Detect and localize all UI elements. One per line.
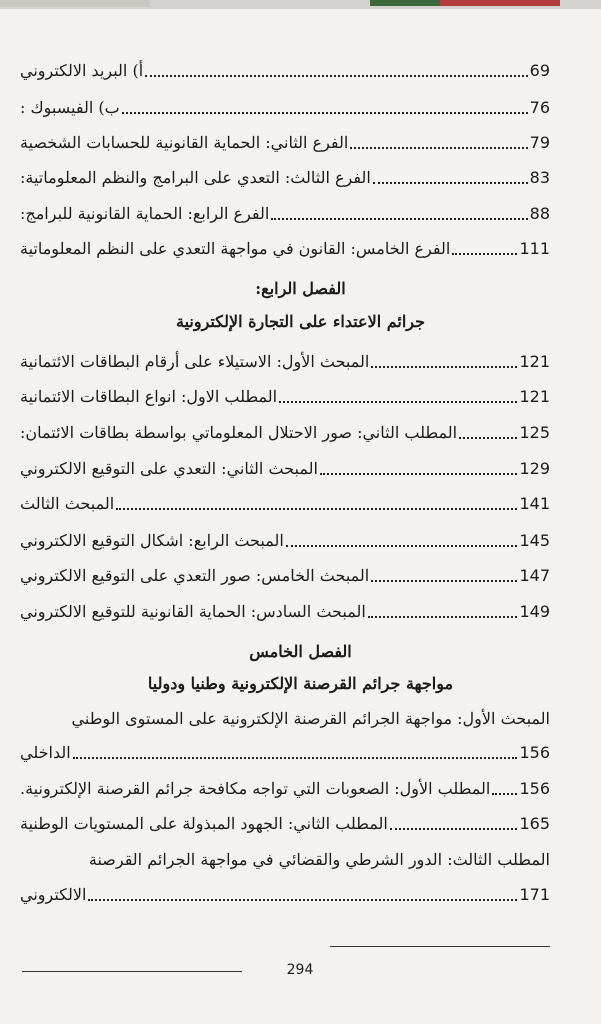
leader-dots [452, 253, 517, 255]
toc-entry-page: 141 [519, 494, 550, 513]
toc-entry [20, 493, 550, 515]
toc-entry [20, 97, 550, 119]
strip-part [370, 0, 440, 6]
toc-entry [20, 458, 550, 480]
chapter-title: الفصل الرابع: [255, 279, 346, 298]
toc-entry [20, 132, 550, 154]
toc-entry [20, 203, 550, 225]
leader-dots [368, 616, 518, 618]
leader-dots [350, 147, 527, 149]
toc-entry-label: المطلب الاول: انواع البطاقات الائتمانية [20, 387, 278, 406]
toc-entry [20, 167, 550, 189]
leader-dots [371, 580, 517, 582]
leader-dots [279, 401, 517, 403]
toc-entry-label: المبحث الخامس: صور التعدي على التوقيع الالكتروني [20, 566, 370, 585]
toc-entry-label: أ) البريد الالكتروني [20, 61, 144, 80]
toc-entry-page: 149 [519, 602, 550, 621]
toc-entry-page: 121 [519, 352, 550, 371]
strip-part [0, 0, 150, 7]
chapter-subtitle: جرائم الاعتداء على التجارة الإلكترونية [175, 312, 426, 331]
toc-entry-label: المطلب الثاني: صور الاحتلال المعلوماتي بواسطة بطاقات الائتمان: [20, 423, 458, 442]
leader-dots [271, 218, 527, 220]
leader-dots [145, 75, 528, 77]
leader-dots [116, 508, 517, 510]
toc-entry [20, 238, 550, 260]
toc-entry-label: الفرع الثاني: الحماية القانونية للحسابات الشخصية [20, 133, 349, 152]
toc-entry [20, 601, 550, 623]
leader-dots [73, 757, 518, 759]
toc-entry [20, 351, 550, 373]
toc-entry [20, 742, 550, 764]
toc-entry-first-line: المبحث الأول: مواجهة الجرائم القرصنة الإلكترونية على المستوى الوطني [71, 709, 550, 728]
toc-entry-label: المبحث الأول: الاستيلاء على أرقام البطاقات الائتمانية [20, 352, 370, 371]
toc-entry-page: 79 [529, 133, 550, 152]
toc-entry [20, 60, 550, 82]
toc-entry-label: المطلب الثاني: الجهود المبذولة على المستويات الوطنية [20, 814, 388, 833]
toc-entry-label: الفرع الخامس: القانون في مواجهة التعدي على النظم المعلوماتية [20, 239, 451, 258]
leader-dots [492, 793, 517, 795]
chapter-subtitle: مواجهة جرائم القرصنة الإلكترونية وطنيا ودوليا [147, 674, 454, 693]
book-page [0, 9, 601, 1024]
top-strip [0, 0, 601, 9]
leader-dots [390, 828, 518, 830]
toc-entry-label: الداخلي [20, 743, 71, 762]
toc-entry [20, 778, 550, 800]
toc-entry-label: المبحث الثالث [20, 494, 115, 513]
toc-entry [20, 530, 550, 552]
leader-dots [371, 366, 517, 368]
leader-dots [373, 182, 528, 184]
toc-entry-page: 69 [529, 61, 550, 80]
toc-entry-label: الالكتروني [20, 885, 87, 904]
toc-entry-page: 125 [519, 423, 550, 442]
leader-dots [88, 899, 517, 901]
toc-entry-label: الفرع الثالث: التعدي على البرامج والنظم المعلوماتية: [20, 168, 371, 187]
toc-entry-page: 111 [519, 239, 550, 258]
toc-entry [20, 422, 550, 444]
toc-entry-page: 88 [529, 204, 550, 223]
footer-rule [22, 971, 242, 972]
toc-entry-page: 171 [519, 885, 550, 904]
toc-entry-label: المبحث السادس: الحماية القانونية للتوقيع الالكتروني [20, 602, 366, 621]
chapter-title: الفصل الخامس [249, 642, 352, 661]
leader-dots [122, 112, 528, 114]
toc-entry-label: ب) الفيسبوك : [20, 98, 120, 117]
toc-entry [20, 386, 550, 408]
toc-entry-page: 165 [519, 814, 550, 833]
toc-entry-page: 156 [519, 743, 550, 762]
toc-entry-page: 76 [529, 98, 550, 117]
leader-dots [286, 545, 518, 547]
toc-entry-page: 121 [519, 387, 550, 406]
toc-entry [20, 813, 550, 835]
toc-entry-page: 83 [529, 168, 550, 187]
toc-entry-label: المطلب الأول: الصعوبات التي تواجه مكافحة جرائم القرصنة الإلكترونية. [20, 779, 491, 798]
toc-entry-label: الفرع الرابع: الحماية القانونية للبرامج: [20, 204, 270, 223]
leader-dots [459, 437, 517, 439]
toc-entry-page: 156 [519, 779, 550, 798]
toc-entry-page: 145 [519, 531, 550, 550]
toc-entry-page: 147 [519, 566, 550, 585]
toc-entry-first-line: المطلب الثالث: الدور الشرطي والقضائي في مواجهة الجرائم القرصنة [88, 850, 550, 869]
toc-entry [20, 884, 550, 906]
footer-rule [330, 946, 550, 947]
toc-entry-label: المبحث الثاني: التعدي على التوقيع الالكتروني [20, 459, 318, 478]
toc-entry [20, 565, 550, 587]
page-number: 294 [286, 962, 314, 978]
strip-part [440, 0, 560, 6]
toc-entry-page: 129 [519, 459, 550, 478]
leader-dots [320, 473, 518, 475]
toc-entry-label: المبحث الرابع: اشكال التوقيع الالكتروني [20, 531, 284, 550]
